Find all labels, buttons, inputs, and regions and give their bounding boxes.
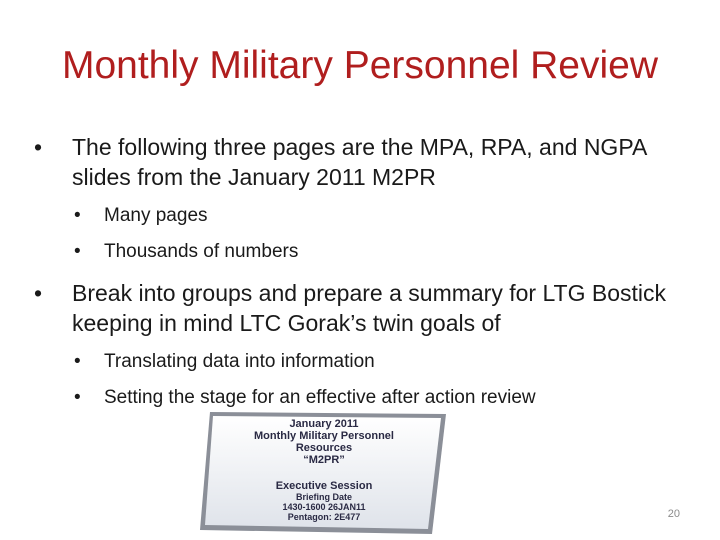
sub-bullet-item	[32, 350, 692, 374]
sub-bullet-text: Setting the stage for an effective after action review	[104, 387, 536, 408]
sub-bullet-text: Thousands of numbers	[104, 241, 299, 262]
bullet-text: The following three pages are the MPA, RPA, and NGPA slides from the January 2011 M2PR	[72, 134, 647, 190]
cover-line: Executive Session	[275, 480, 373, 492]
sub-bullet-item	[32, 240, 692, 264]
report-cover-image	[200, 410, 448, 536]
bullet-text: Break into groups and prepare a summary for LTG Bostick keeping in mind LTC Gorak’s twin goals of	[72, 280, 667, 336]
bullet-dot-icon: •	[34, 280, 43, 306]
bullet-dot-icon: •	[74, 241, 81, 262]
bullet-item	[32, 132, 692, 192]
cover-line: Briefing Date	[295, 492, 352, 502]
cover-line: January 2011	[289, 418, 359, 430]
cover-line: Monthly Military Personnel	[254, 430, 394, 442]
cover-line: 1430-1600 26JAN11	[282, 502, 366, 512]
bullet-dot-icon: •	[74, 351, 81, 372]
sub-bullet-text: Many pages	[104, 205, 208, 226]
cover-line: Resources	[295, 442, 353, 454]
sub-bullet-item	[32, 386, 692, 410]
bullet-list	[32, 132, 692, 422]
cover-line: “M2PR”	[303, 454, 345, 466]
cover-line: Pentagon: 2E477	[287, 512, 361, 522]
page-number: 20	[667, 508, 680, 520]
bullet-dot-icon: •	[74, 205, 81, 226]
sub-bullet-item	[32, 204, 692, 228]
bullet-dot-icon: •	[34, 134, 43, 160]
bullet-dot-icon: •	[74, 387, 81, 408]
slide-title: Monthly Military Personnel Review	[61, 44, 659, 87]
sub-bullet-text: Translating data into information	[104, 351, 375, 372]
bullet-item	[32, 278, 692, 338]
